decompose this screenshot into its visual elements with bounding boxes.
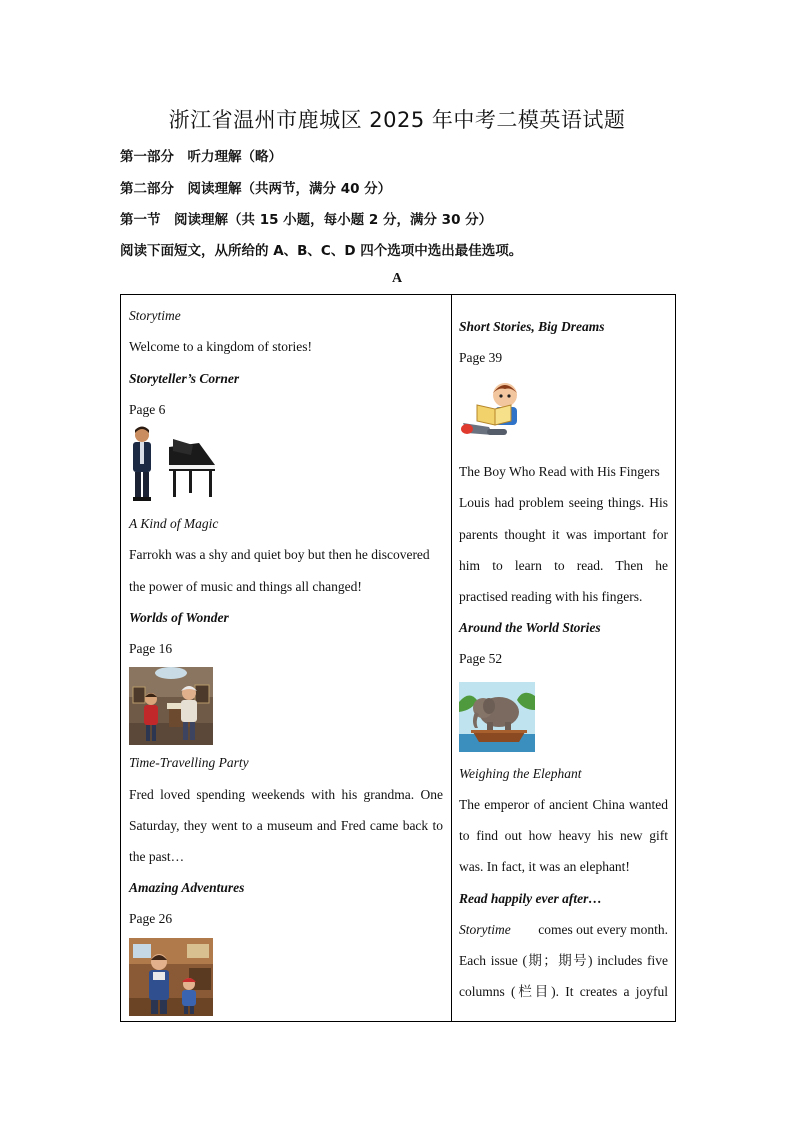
ending-text-fragment: comes out every month. [538, 922, 668, 937]
page-number: Page 26 [129, 911, 173, 926]
page-number: Page 16 [129, 641, 173, 656]
story-text-line: Louis had problem seeing things. His [459, 495, 668, 510]
story-title: Time-Travelling Party [129, 755, 249, 770]
passage-table [120, 294, 676, 1022]
instruction-text: 阅读下面短文，从所给的 A、B、C、D 四个选项中选出最佳选项。 [120, 243, 523, 259]
magazine-name: Storytime [459, 922, 511, 937]
story-text-line: Saturday, they went to a museum and Fred came back to [129, 818, 443, 833]
magazine-name: Storytime [129, 308, 181, 323]
story-text-line: the past… [129, 849, 185, 864]
page-number: Page 6 [129, 402, 166, 417]
section1-heading: 第一节 阅读理解（共 15 小题，每小题 2 分，满分 30 分） [120, 212, 493, 228]
story-text-line: was. In fact, it was an elephant! [459, 859, 630, 874]
column-name: Short Stories, Big Dreams [459, 319, 605, 334]
story-title: The Boy Who Read with His Fingers [459, 464, 660, 479]
story-text-line: The emperor of ancient China wanted [459, 797, 668, 812]
ending-heading: Read happily ever after… [459, 891, 602, 906]
story-title: A Kind of Magic [129, 516, 219, 531]
workshop-illustration [129, 938, 213, 1016]
page-title: 浙江省温州市鹿城区 2025 年中考二模英语试题 [168, 108, 626, 132]
ending-text-line: Each issue (期；期号) includes five [459, 953, 668, 968]
ending-text-line: columns (栏目). It creates a joyful [459, 984, 668, 999]
story-title: Weighing the Elephant [459, 766, 582, 781]
column-divider [451, 295, 452, 1021]
story-text-line: Farrokh was a shy and quiet boy but then he discovered [129, 547, 430, 562]
welcome-text: Welcome to a kingdom of stories! [129, 339, 312, 354]
ending-text-line [459, 921, 668, 939]
museum-illustration [129, 667, 213, 745]
page-number: Page 39 [459, 350, 503, 365]
story-text-line: practised reading with his fingers. [459, 589, 643, 604]
column-name: Storyteller’s Corner [129, 371, 240, 386]
column-name: Around the World Stories [459, 620, 601, 635]
story-text-line: Fred loved spending weekends with his grandma. One [129, 787, 443, 802]
part2-heading: 第二部分 阅读理解（共两节，满分 40 分） [120, 181, 392, 197]
story-text-line: the power of music and things all changed! [129, 579, 362, 594]
story-text-line: him to learn to read. Then he [459, 558, 668, 573]
part1-heading: 第一部分 听力理解（略） [120, 149, 282, 165]
boy-reading-illustration [459, 379, 531, 443]
column-name: Amazing Adventures [129, 880, 245, 895]
boy-piano-illustration [129, 425, 217, 503]
story-text-line: parents thought it was important for [459, 527, 668, 542]
column-name: Worlds of Wonder [129, 610, 229, 625]
elephant-illustration [459, 682, 535, 752]
passage-label: A [391, 271, 403, 286]
page-number: Page 52 [459, 651, 503, 666]
story-text-line: to find out how heavy his new gift [459, 828, 668, 843]
